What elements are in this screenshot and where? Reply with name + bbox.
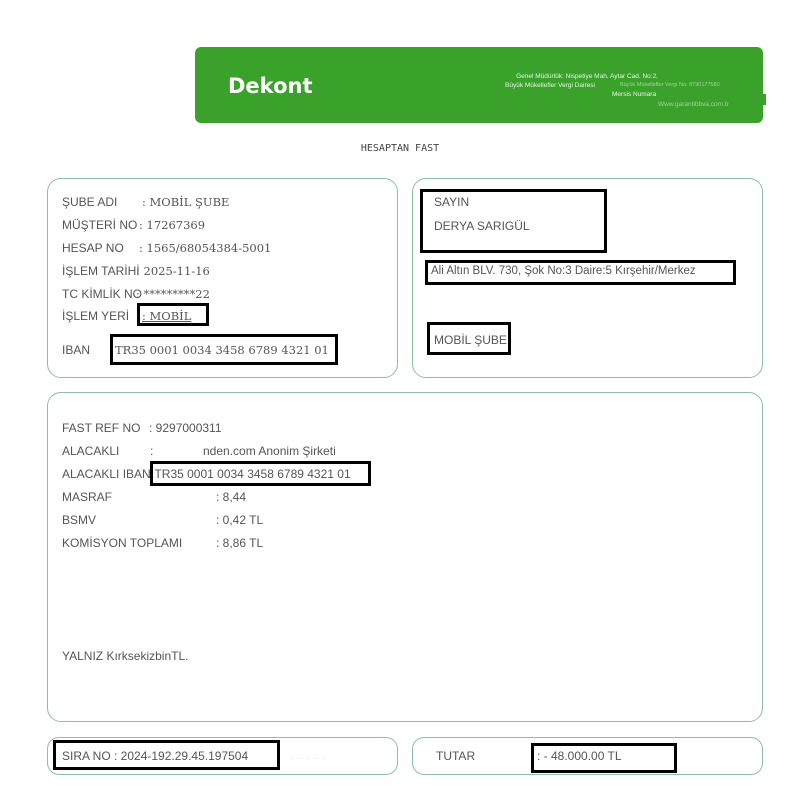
account-no-value: : 1565/68054384-5001 (139, 241, 272, 255)
redaction-box-recipient-name (420, 189, 607, 253)
payee-value: nden.com Anonim Şirketi (203, 444, 336, 458)
bsmv-label: BSMV (62, 513, 97, 527)
txn-date-value: : 2025-11-16 (136, 264, 210, 278)
sequence-dots: . . . . . (290, 752, 329, 761)
transfer-details-box (47, 392, 763, 722)
payee-separator: : (150, 444, 154, 458)
commission-value: : 8,86 TL (216, 536, 264, 550)
sequence-number: SIRA NO : 2024-192.29.45.197504 (62, 749, 249, 763)
header-tab (758, 94, 766, 105)
recipient-branch: MOBİL ŞUBE (434, 333, 507, 347)
redaction-box-sequence (53, 740, 280, 770)
payee-label: ALACAKLI (62, 444, 120, 458)
bsmv-value: : 0,42 TL (216, 513, 264, 527)
redaction-box-total (531, 743, 677, 773)
salutation: SAYIN (434, 195, 470, 209)
ref-value: : 9297000311 (149, 421, 222, 435)
redaction-box-iban (110, 334, 338, 365)
bank-address-line-2: Büyük Mükellefler Vergi Dairesi (505, 82, 595, 89)
txn-date-label: İŞLEM TARİHİ (62, 264, 140, 278)
amount-in-words: YALNIZ KırksekizbinTL. (62, 649, 189, 663)
iban-value: TR35 0001 0034 3458 6789 4321 01 (115, 343, 329, 357)
total-value: : - 48.000.00 TL (537, 749, 622, 763)
redaction-box-payee-iban (150, 461, 371, 486)
txn-place-label: İŞLEM YERİ (62, 309, 130, 323)
account-no-label: HESAP NO (62, 241, 124, 255)
redaction-box-address (425, 260, 736, 285)
recipient-address: Ali Altın BLV. 730, Şok No:3 Daire:5 Kırşehir/Merkez (431, 265, 696, 277)
total-label: TUTAR (436, 749, 476, 763)
document-type: HESAPTAN FAST (360, 143, 440, 154)
tc-value: : *********22 (136, 287, 210, 301)
branch-value: : MOBİL ŞUBE (142, 195, 230, 209)
tc-label: TC KİMLİK NO (62, 287, 143, 301)
iban-label: IBAN (62, 343, 91, 357)
fee-value: : 8,44 (216, 490, 247, 504)
fee-label: MASRAF (62, 490, 113, 504)
redaction-box-txn-place (137, 303, 209, 326)
document-title: Dekont (228, 74, 313, 98)
commission-label: KOMİSYON TOPLAMI (62, 536, 183, 550)
payee-iban-label: ALACAKLI IBAN (62, 467, 151, 481)
redaction-box-branch (427, 322, 511, 355)
bank-mersis-line: Mersis Numara (612, 91, 657, 98)
bank-website: Www.garantibbva.com.tr (658, 101, 729, 108)
payee-iban-value: : TR35 0001 0034 3458 6789 4321 01 (148, 467, 351, 481)
recipient-name: DERYA SARIGÜL (434, 219, 530, 233)
bank-tax-line: Büyük Mükellefler Vergi No: 8790177580 (620, 82, 720, 88)
customer-no-value: : 17267369 (139, 218, 206, 232)
customer-no-label: MÜŞTERİ NO (62, 218, 138, 232)
txn-place-value: : MOBİL (142, 309, 192, 323)
ref-label: FAST REF NO (62, 421, 141, 435)
bank-address-line-1: Genel Müdürlük: Nispetiye Mah. Aytar Cad. No:2, (516, 73, 658, 80)
branch-label: ŞUBE ADI (62, 195, 118, 209)
